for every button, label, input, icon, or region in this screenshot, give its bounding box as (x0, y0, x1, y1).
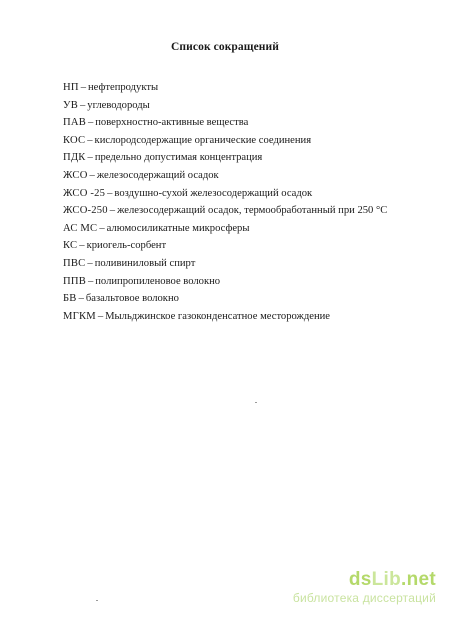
abbreviation-definition: железосодержащий осадок (96, 169, 219, 181)
watermark-logo (293, 569, 436, 591)
separator-dash: – (80, 82, 86, 93)
abbreviation-item (63, 237, 433, 255)
separator-dash: – (97, 310, 104, 322)
separator-dash: – (78, 293, 84, 305)
abbreviation-definition: кислородсодержащие органические соединения (94, 134, 312, 146)
abbreviation-term: ЖСО-250 (63, 205, 108, 217)
abbreviation-term: БВ (63, 293, 77, 305)
scan-speck (96, 600, 98, 601)
abbreviation-term: ППВ (63, 275, 86, 287)
scan-speck (255, 402, 257, 403)
separator-dash: – (87, 257, 93, 269)
watermark-subtitle: библиотека диссертаций (292, 591, 436, 605)
abbreviation-definition: алюмосиликатные микросферы (106, 222, 250, 234)
separator-dash: – (89, 169, 95, 181)
abbreviation-definition: базальтовое волокно (85, 293, 179, 305)
separator-dash: – (109, 205, 116, 217)
separator-dash: – (87, 117, 94, 129)
abbreviation-definition: нефтепродукты (88, 82, 159, 93)
abbreviation-item (63, 290, 433, 308)
abbreviation-item (63, 220, 433, 238)
separator-dash: – (87, 134, 93, 146)
abbreviation-item (63, 273, 433, 291)
abbreviation-definition: поверхностно-активные вещества (95, 117, 249, 129)
abbreviation-term: ПДК (63, 152, 86, 164)
abbreviation-item (63, 149, 433, 167)
abbreviation-list (63, 79, 433, 325)
abbreviation-term: КС (63, 240, 78, 252)
abbreviation-term: ЖСО (63, 169, 88, 181)
abbreviation-term: МГКМ (63, 310, 96, 322)
page-title: Список сокращений (171, 41, 279, 53)
abbreviation-item (63, 185, 433, 203)
watermark-logo-lib: Lib (371, 569, 402, 590)
abbreviation-term: ЖСО -25 (63, 187, 106, 199)
abbreviation-definition: поливиниловый спирт (94, 257, 196, 269)
separator-dash: – (87, 152, 93, 164)
abbreviation-item (63, 167, 433, 185)
watermark-logo-net: .net (401, 569, 436, 590)
abbreviation-item (63, 132, 433, 150)
abbreviation-item (63, 308, 433, 326)
abbreviation-term: НП (63, 82, 79, 93)
separator-dash: – (99, 222, 105, 234)
abbreviation-term: УВ (63, 99, 78, 111)
abbreviation-definition: углеводороды (87, 99, 150, 111)
abbreviation-term: КОС (63, 134, 86, 146)
watermark (293, 569, 436, 605)
abbreviation-definition: предельно допустимая концентрация (94, 152, 263, 164)
abbreviation-definition: полипропиленовое волокно (95, 275, 221, 287)
abbreviation-item (63, 97, 433, 115)
separator-dash: – (107, 187, 113, 199)
abbreviation-definition: железосодержащий осадок, термообработанный при 250 °С (117, 205, 388, 217)
abbreviation-term: АС МС (63, 222, 98, 234)
watermark-logo-ds: ds (348, 569, 372, 590)
abbreviation-item (63, 114, 433, 132)
separator-dash: – (79, 240, 85, 252)
abbreviation-definition: криогель-сорбент (86, 240, 167, 252)
separator-dash: – (87, 275, 94, 287)
abbreviation-term: ПАВ (63, 117, 86, 129)
abbreviation-item (63, 202, 433, 220)
abbreviation-item (63, 79, 433, 97)
abbreviation-term: ПВС (63, 257, 86, 269)
abbreviation-definition: Мыльджинское газоконденсатное месторождение (105, 310, 331, 322)
abbreviation-item (63, 255, 433, 273)
abbreviation-definition: воздушно-сухой железосодержащий осадок (114, 187, 313, 199)
separator-dash: – (79, 99, 86, 111)
